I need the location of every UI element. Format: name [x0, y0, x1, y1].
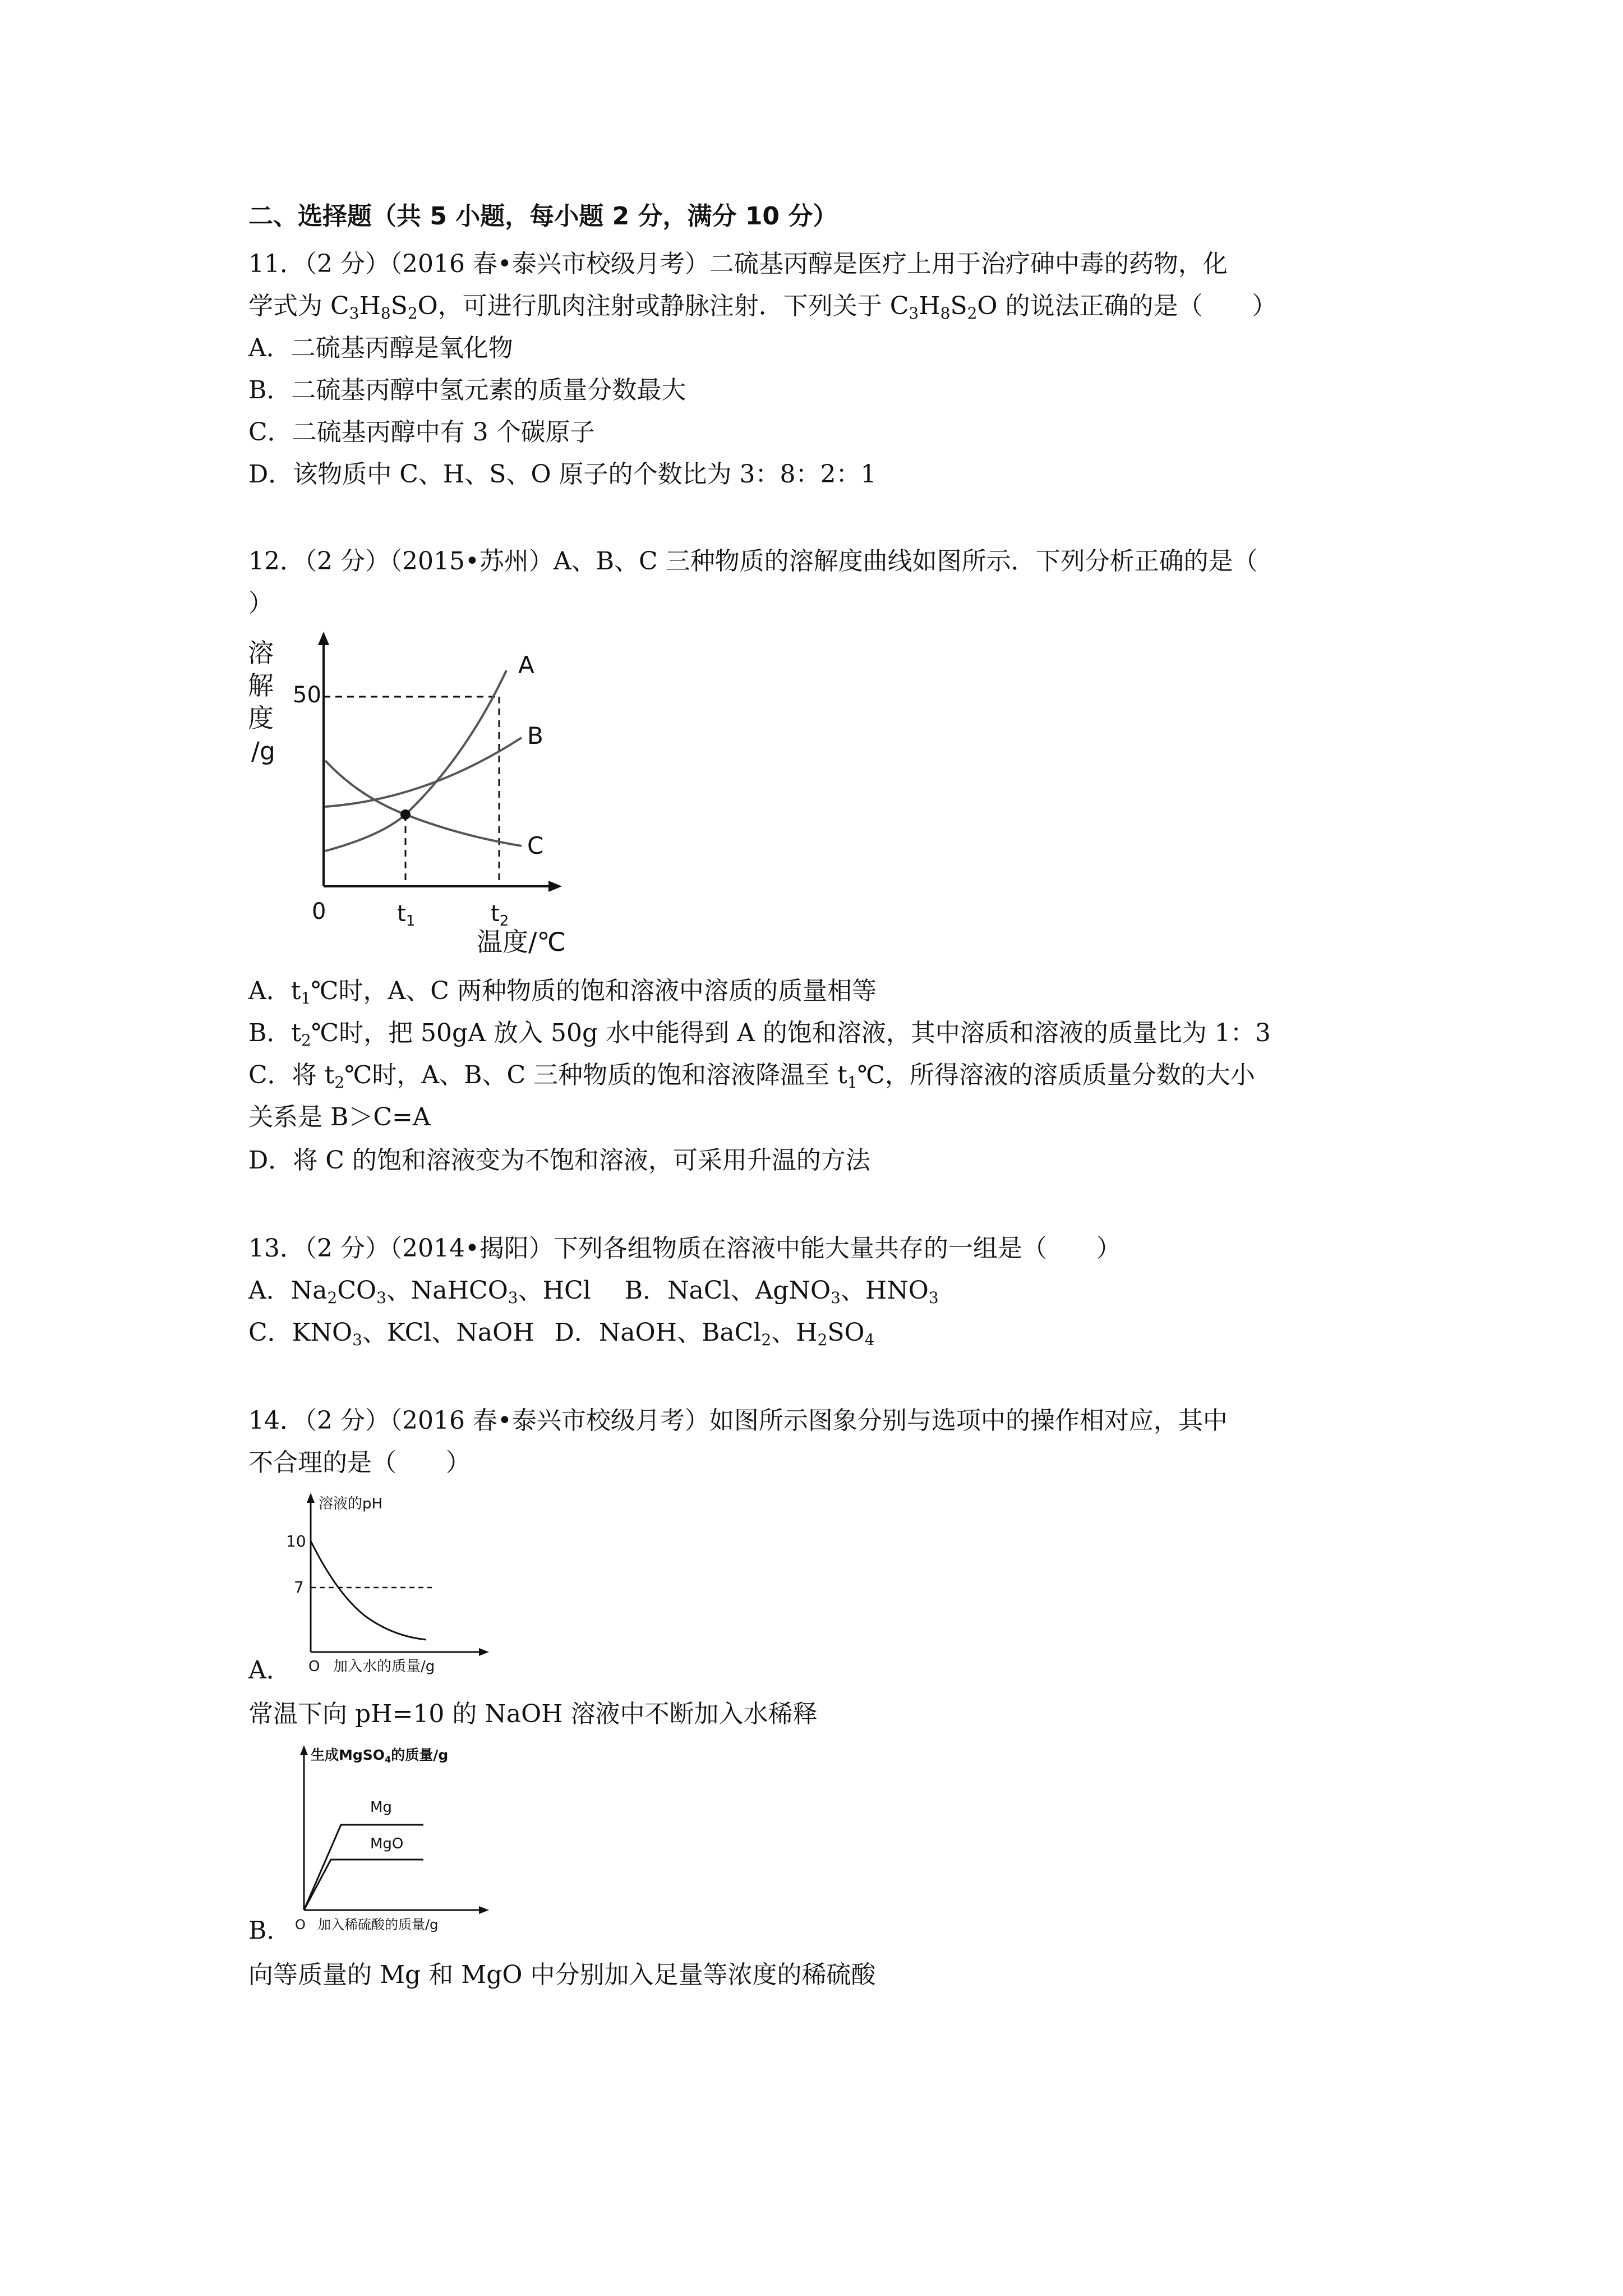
q14-graph-b	[286, 1742, 499, 1938]
y-label-3: 度	[248, 703, 274, 733]
section-title: 二、选择题（共 5 小题，每小题 2 分，满分 10 分）	[248, 202, 838, 231]
y-label-2: 解	[248, 670, 274, 701]
q12-option-a: A．$t_1℃$时，A、C 两种物质的饱和溶液中溶质的质量相等	[248, 977, 877, 1007]
q14-option-a-letter: A．	[248, 1656, 291, 1685]
q14-graph-a	[286, 1489, 499, 1674]
graph-a-x-label: 加入水的质量/g	[333, 1658, 435, 1674]
q12-option-c: C．将 $t_2℃$时，A、B、C 三种物质的饱和溶液降温至 $t_1℃$，所得溶液的溶质质量分数的大小	[248, 1061, 1255, 1092]
x-tick-t1: $t_1$	[397, 901, 416, 930]
q12-stem-line2: ）	[248, 589, 273, 618]
q11-stem-line1: 11．（2 分）（2016 春•泰兴市校级月考）二硫基丙醇是医疗上用于治疗砷中毒的药物，化	[248, 250, 1228, 278]
q11-stem-line2: 学式为 $C_3H_8S_2O$，可进行肌肉注射或静脉注射．下列关于 $C_3H_8S_2O$ 的说法正确的是（ ）	[248, 292, 1277, 323]
graph-b-mg-line	[304, 1825, 423, 1910]
curve-b-label: B	[527, 722, 543, 749]
y-label-1: 溶	[248, 638, 274, 668]
q14-option-a-desc: 常温下向 pH=10 的 NaOH 溶液中不断加入水稀释	[248, 1700, 818, 1728]
q11-option-d: D．该物质中 C、H、S、O 原子的个数比为 3：8：2：1	[248, 460, 877, 489]
q13-option-c: C．$KNO_3$、KCl、NaOH	[248, 1318, 534, 1349]
q13-stem: 13．（2 分）（2014•揭阳）下列各组物质在溶液中能大量共存的一组是（ ）	[248, 1234, 1121, 1263]
graph-a-x-arrow-icon	[479, 1648, 489, 1656]
graph-b-mgo-label: MgO	[370, 1835, 404, 1852]
y-tick-50: 50	[293, 682, 321, 708]
q14-option-b-letter: B．	[248, 1916, 292, 1945]
q11-option-b: B．二硫基丙醇中氢元素的质量分数最大	[248, 376, 686, 404]
intersection-point	[400, 809, 411, 820]
q12-option-b: B．$t_2℃$时，把 50gA 放入 50g 水中能得到 A 的饱和溶液，其中溶质和溶液的质量比为 1：3	[248, 1019, 1271, 1050]
q11-option-c: C．二硫基丙醇中有 3 个碳原子	[248, 418, 595, 447]
q13-options-cd	[248, 1316, 874, 1350]
graph-b-y-label: 生成MgSO$_4$的质量/g	[311, 1747, 449, 1765]
q13-option-a: A．$Na_2CO_3$、NaHCO$_3$、HCl	[248, 1276, 591, 1307]
curve-a-label: A	[518, 651, 534, 679]
graph-b-x-label: 加入稀硫酸的质量/g	[317, 1917, 439, 1932]
graph-a-tick-10: 10	[286, 1532, 306, 1550]
graph-a-y-label: 溶液的pH	[319, 1496, 383, 1512]
q12-stem-line1: 12．（2 分）（2015•苏州）A、B、C 三种物质的溶解度曲线如图所示．下列分析正确的是（	[248, 547, 1258, 576]
q11-option-a: A．二硫基丙醇是氧化物	[248, 334, 513, 362]
q12-option-c-line2: 关系是 B＞C=A	[248, 1103, 431, 1131]
graph-b-origin: O	[295, 1917, 306, 1932]
y-label-4: /g	[251, 737, 275, 766]
curve-c-label: C	[527, 832, 544, 859]
x-tick-t2: $t_2$	[491, 901, 509, 930]
origin-label: 0	[312, 899, 326, 924]
graph-b-y-arrow-icon	[300, 1745, 308, 1755]
q14-option-b-desc: 向等质量的 Mg 和 MgO 中分别加入足量等浓度的稀硫酸	[248, 1961, 876, 1989]
q14-stem-line2: 不合理的是（ ）	[248, 1448, 471, 1477]
graph-a-y-arrow-icon	[307, 1493, 315, 1503]
graph-a-tick-7: 7	[294, 1578, 304, 1596]
x-axis-arrow-icon	[548, 881, 562, 892]
graph-b-mg-label: Mg	[370, 1799, 392, 1816]
q13-option-d: D．NaOH、BaCl$_2$、$H_2SO_4$	[554, 1318, 875, 1349]
graph-a-curve	[311, 1541, 426, 1640]
graph-b-x-arrow-icon	[479, 1906, 489, 1914]
graph-a-origin: O	[308, 1658, 320, 1674]
q12-solubility-figure	[247, 628, 594, 965]
q13-options-ab	[248, 1274, 939, 1308]
q12-option-d: D．将 C 的饱和溶液变为不饱和溶液，可采用升温的方法	[248, 1146, 870, 1175]
q13-option-b: B．NaCl、AgNO$_3$、$HNO_3$	[624, 1276, 939, 1307]
x-axis-label: 温度/℃	[477, 927, 566, 957]
q14-stem-line1: 14．（2 分）（2016 春•泰兴市校级月考）如图所示图象分别与选项中的操作相对应，其中	[248, 1406, 1228, 1435]
y-axis-arrow-icon	[318, 632, 329, 645]
